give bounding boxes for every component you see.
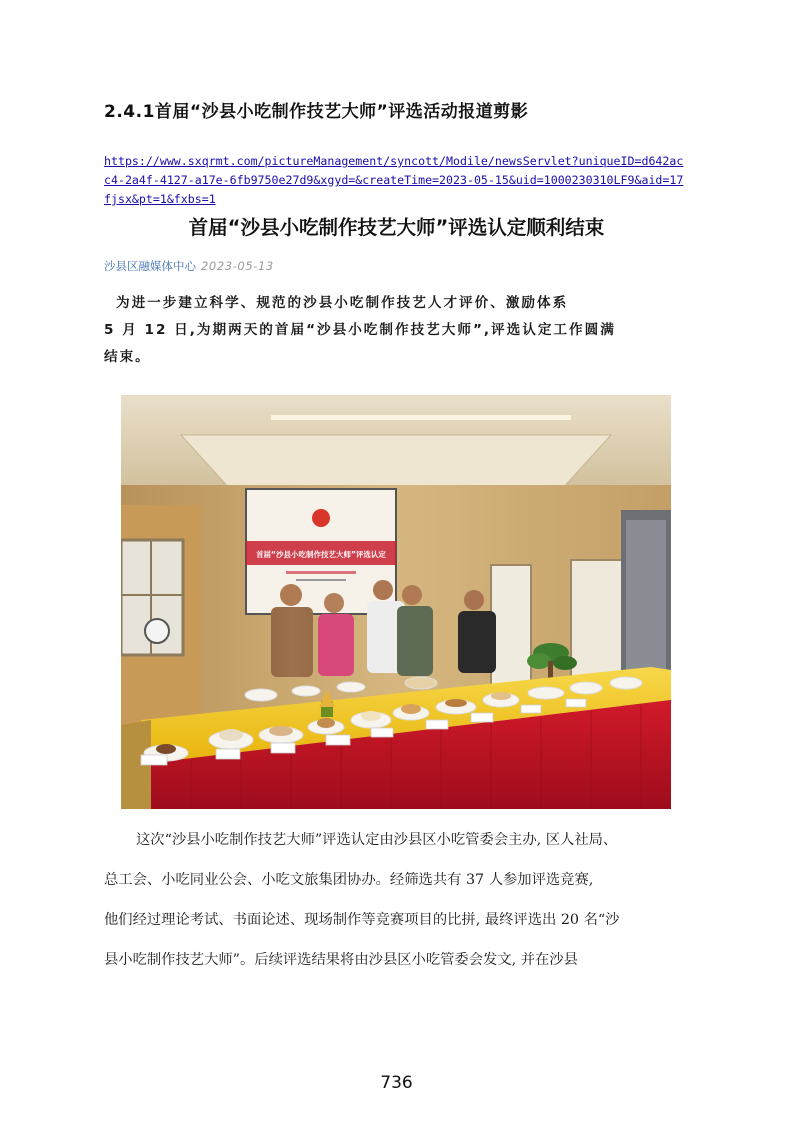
lead-line: 5 月 12 日,为期两天的首届“沙县小吃制作技艺大师”,评选认定工作圆满 — [104, 322, 616, 338]
lead-paragraph — [104, 290, 694, 371]
lead-line: 为进一步建立科学、规范的沙县小吃制作技艺人才评价、激励体系 — [116, 295, 569, 311]
event-photo — [121, 395, 671, 809]
article-date: 2023-05-13 — [201, 259, 274, 273]
page-number: 736 — [380, 1073, 413, 1093]
article-title: 首届“沙县小吃制作技艺大师”评选认定顺利结束 — [188, 216, 605, 239]
section-heading: 2.4.1首届“沙县小吃制作技艺大师”评选活动报道剪影 — [104, 102, 529, 122]
body-line: 这次“沙县小吃制作技艺大师”评选认定由沙县区小吃管委会主办, 区人社局、 — [136, 832, 618, 848]
body-line: 他们经过理论考试、书面论述、现场制作等竞赛项目的比拼, 最终评选出 20 名“沙 — [104, 912, 620, 928]
body-line: 县小吃制作技艺大师”。后续评选结果将由沙县区小吃管委会发文, 并在沙县 — [104, 952, 578, 968]
article-source[interactable]: 沙县区融媒体中心 — [104, 259, 196, 273]
source-link[interactable]: https://www.sxqrmt.com/pictureManagement/syncott/Modile/newsServlet?uniqueID=d642acc4-2a4f-4127-a17e-6fb9750e27d9&xgyd=&createTime=2023-05-15&uid=1000230310LF9&aid=17fjsx&pt=1&fxbs=1 — [104, 154, 684, 206]
body-paragraph — [104, 820, 699, 980]
body-line: 总工会、小吃同业公会、小吃文旅集团协办。经筛选共有 37 人参加评选竞赛, — [104, 872, 594, 888]
article-meta — [104, 258, 274, 274]
screen-title: 首届“沙县小吃制作技艺大师”评选认定 — [256, 550, 386, 559]
lead-line: 结束。 — [104, 349, 151, 365]
